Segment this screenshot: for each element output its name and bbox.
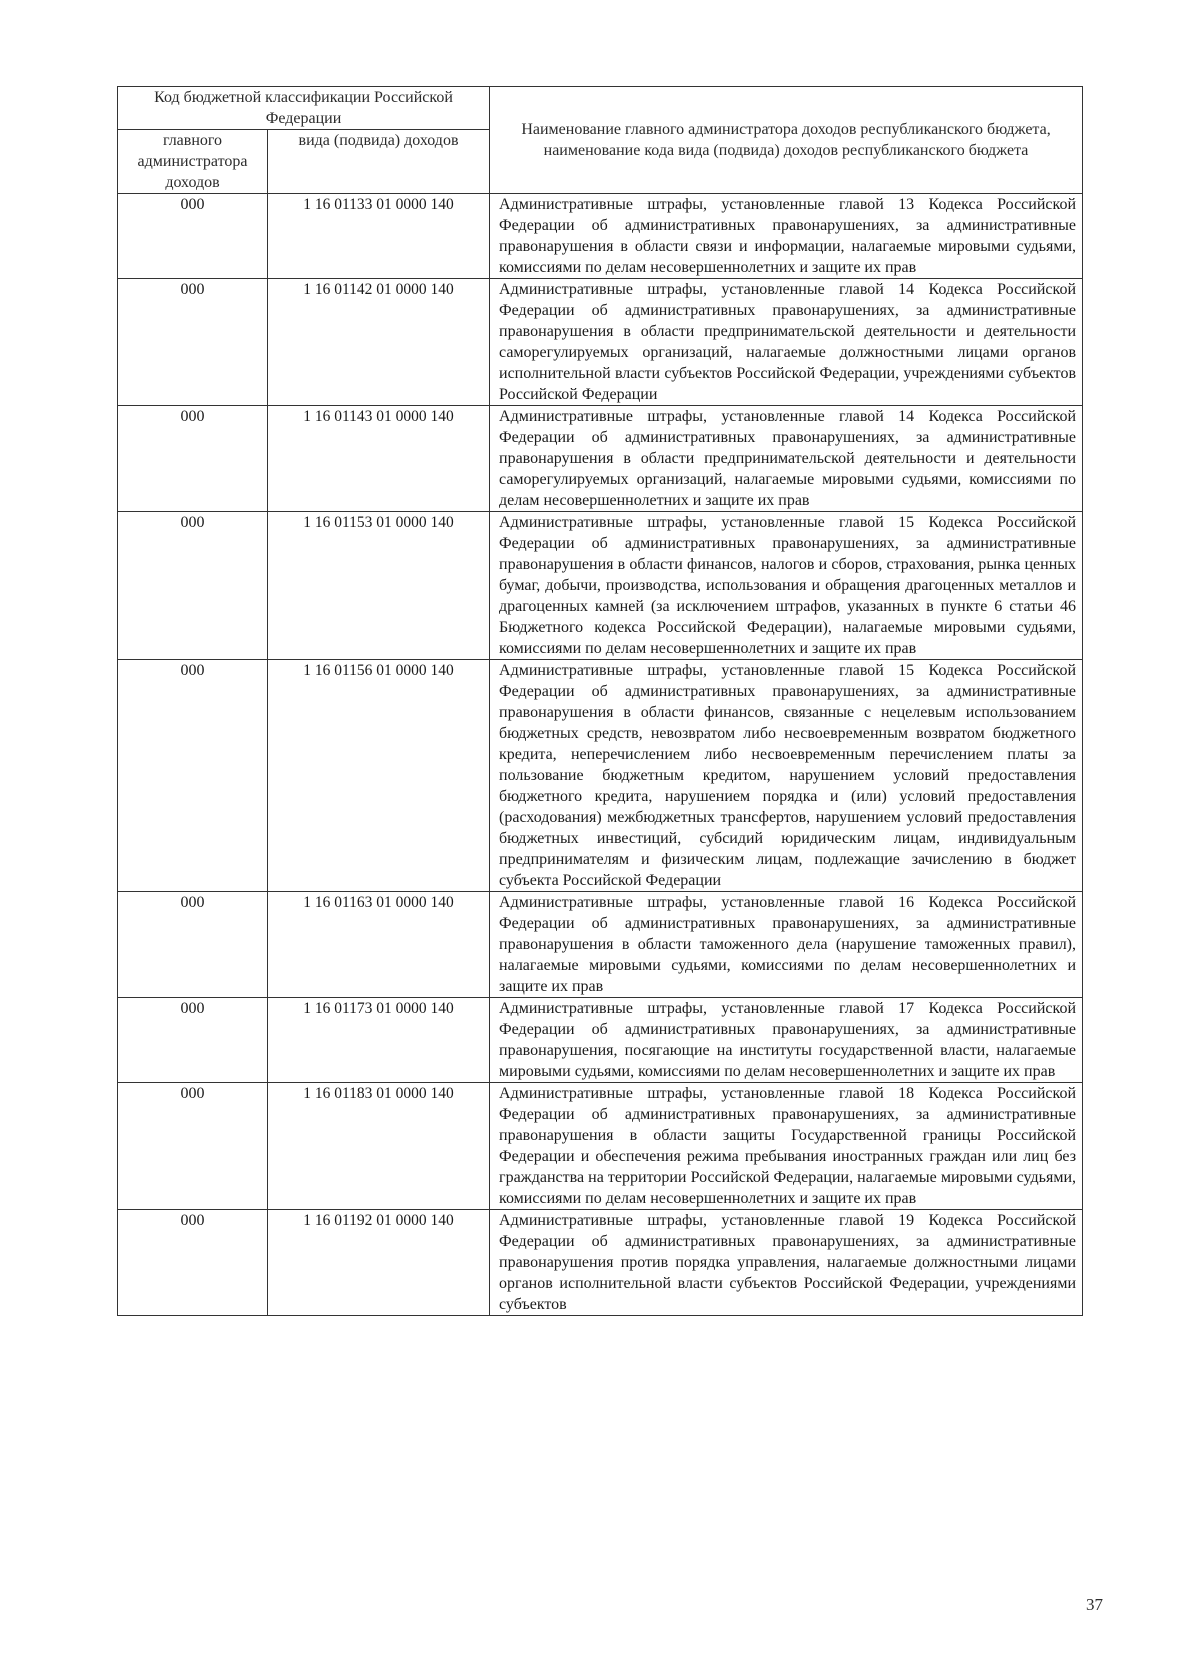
cell-income-code: 1 16 01156 01 0000 140 bbox=[268, 660, 490, 892]
cell-description: Административные штрафы, установленные главой 15 Кодекса Российской Федерации об административных правонарушениях, за административные правонарушения в области финансов, налогов и сборов, страхования, рынка ценных бумаг, добычи, производства, использования и обращения драгоценных металлов и драгоценных камней (за исключением штрафов, указанных в пункте 6 статьи 46 Бюджетного кодекса Российской Федерации), налагаемые мировыми судьями, комиссиями по делам несовершеннолетних и защите их прав bbox=[490, 512, 1083, 660]
table-row bbox=[118, 998, 1083, 1083]
cell-administrator-code: 000 bbox=[118, 1210, 268, 1316]
cell-income-code: 1 16 01173 01 0000 140 bbox=[268, 998, 490, 1083]
cell-description: Административные штрафы, установленные главой 16 Кодекса Российской Федерации об административных правонарушениях, за административные правонарушения в области таможенного дела (нарушение таможенных правил), налагаемые мировыми судьями, комиссиями по делам несовершеннолетних и защите их прав bbox=[490, 892, 1083, 998]
header-budget-code-group: Код бюджетной классификации Российской Федерации bbox=[118, 87, 490, 130]
table-row bbox=[118, 892, 1083, 998]
cell-description: Административные штрафы, установленные главой 14 Кодекса Российской Федерации об административных правонарушениях, за административные правонарушения в области предпринимательской деятельности и деятельности саморегулируемых организаций, налагаемые должностными лицами органов исполнительной власти субъектов Российской Федерации, учреждениями субъектов Российской Федерации bbox=[490, 279, 1083, 406]
table-row bbox=[118, 194, 1083, 279]
cell-administrator-code: 000 bbox=[118, 406, 268, 512]
header-administrator-name: Наименование главного администратора доходов республиканского бюджета, наименование кода вида (подвида) доходов республиканского бюджета bbox=[490, 87, 1083, 194]
page-number: 37 bbox=[1086, 1595, 1103, 1614]
cell-administrator-code: 000 bbox=[118, 998, 268, 1083]
cell-administrator-code: 000 bbox=[118, 892, 268, 998]
cell-description: Административные штрафы, установленные главой 17 Кодекса Российской Федерации об административных правонарушениях, за административные правонарушения, посягающие на институты государственной власти, налагаемые мировыми судьями, комиссиями по делам несовершеннолетних и защите их прав bbox=[490, 998, 1083, 1083]
cell-administrator-code: 000 bbox=[118, 194, 268, 279]
cell-description: Административные штрафы, установленные главой 14 Кодекса Российской Федерации об административных правонарушениях, за административные правонарушения в области предпринимательской деятельности и деятельности саморегулируемых организаций, налагаемые мировыми судьями, комиссиями по делам несовершеннолетних и защите их прав bbox=[490, 406, 1083, 512]
table-body bbox=[118, 194, 1083, 1316]
cell-description: Административные штрафы, установленные главой 19 Кодекса Российской Федерации об административных правонарушениях, за административные правонарушения против порядка управления, налагаемые должностными лицами органов исполнительной власти субъектов Российской Федерации, учреждениями субъектов bbox=[490, 1210, 1083, 1316]
cell-description: Административные штрафы, установленные главой 13 Кодекса Российской Федерации об административных правонарушениях, за административные правонарушения в области связи и информации, налагаемые мировыми судьями, комиссиями по делам несовершеннолетних и защите их прав bbox=[490, 194, 1083, 279]
table-header bbox=[118, 87, 1083, 194]
budget-classification-table bbox=[117, 86, 1083, 1316]
cell-administrator-code: 000 bbox=[118, 660, 268, 892]
table-row bbox=[118, 406, 1083, 512]
header-main-administrator: главного администратора доходов bbox=[118, 130, 268, 194]
header-income-type: вида (подвида) доходов bbox=[268, 130, 490, 194]
cell-income-code: 1 16 01142 01 0000 140 bbox=[268, 279, 490, 406]
table-row bbox=[118, 279, 1083, 406]
cell-administrator-code: 000 bbox=[118, 1083, 268, 1210]
cell-administrator-code: 000 bbox=[118, 279, 268, 406]
cell-income-code: 1 16 01163 01 0000 140 bbox=[268, 892, 490, 998]
cell-income-code: 1 16 01153 01 0000 140 bbox=[268, 512, 490, 660]
cell-income-code: 1 16 01133 01 0000 140 bbox=[268, 194, 490, 279]
table-row bbox=[118, 512, 1083, 660]
table-row bbox=[118, 660, 1083, 892]
table-row bbox=[118, 1083, 1083, 1210]
table-row bbox=[118, 1210, 1083, 1316]
cell-description: Административные штрафы, установленные главой 18 Кодекса Российской Федерации об административных правонарушениях, за административные правонарушения в области защиты Государственной границы Российской Федерации и обеспечения режима пребывания иностранных граждан или лиц без гражданства на территории Российской Федерации, налагаемые мировыми судьями, комиссиями по делам несовершеннолетних и защите их прав bbox=[490, 1083, 1083, 1210]
cell-description: Административные штрафы, установленные главой 15 Кодекса Российской Федерации об административных правонарушениях, за административные правонарушения в области финансов, связанные с нецелевым использованием бюджетных средств, невозвратом либо несвоевременным возвратом бюджетного кредита, неперечислением либо несвоевременным перечислением платы за пользование бюджетным кредитом, нарушением условий предоставления бюджетного кредита, нарушением порядка и (или) условий предоставления (расходования) межбюджетных трансфертов, нарушением условий предоставления бюджетных инвестиций, субсидий юридическим лицам, индивидуальным предпринимателям и физическим лицам, подлежащие зачислению в бюджет субъекта Российской Федерации bbox=[490, 660, 1083, 892]
cell-income-code: 1 16 01143 01 0000 140 bbox=[268, 406, 490, 512]
cell-administrator-code: 000 bbox=[118, 512, 268, 660]
cell-income-code: 1 16 01183 01 0000 140 bbox=[268, 1083, 490, 1210]
cell-income-code: 1 16 01192 01 0000 140 bbox=[268, 1210, 490, 1316]
